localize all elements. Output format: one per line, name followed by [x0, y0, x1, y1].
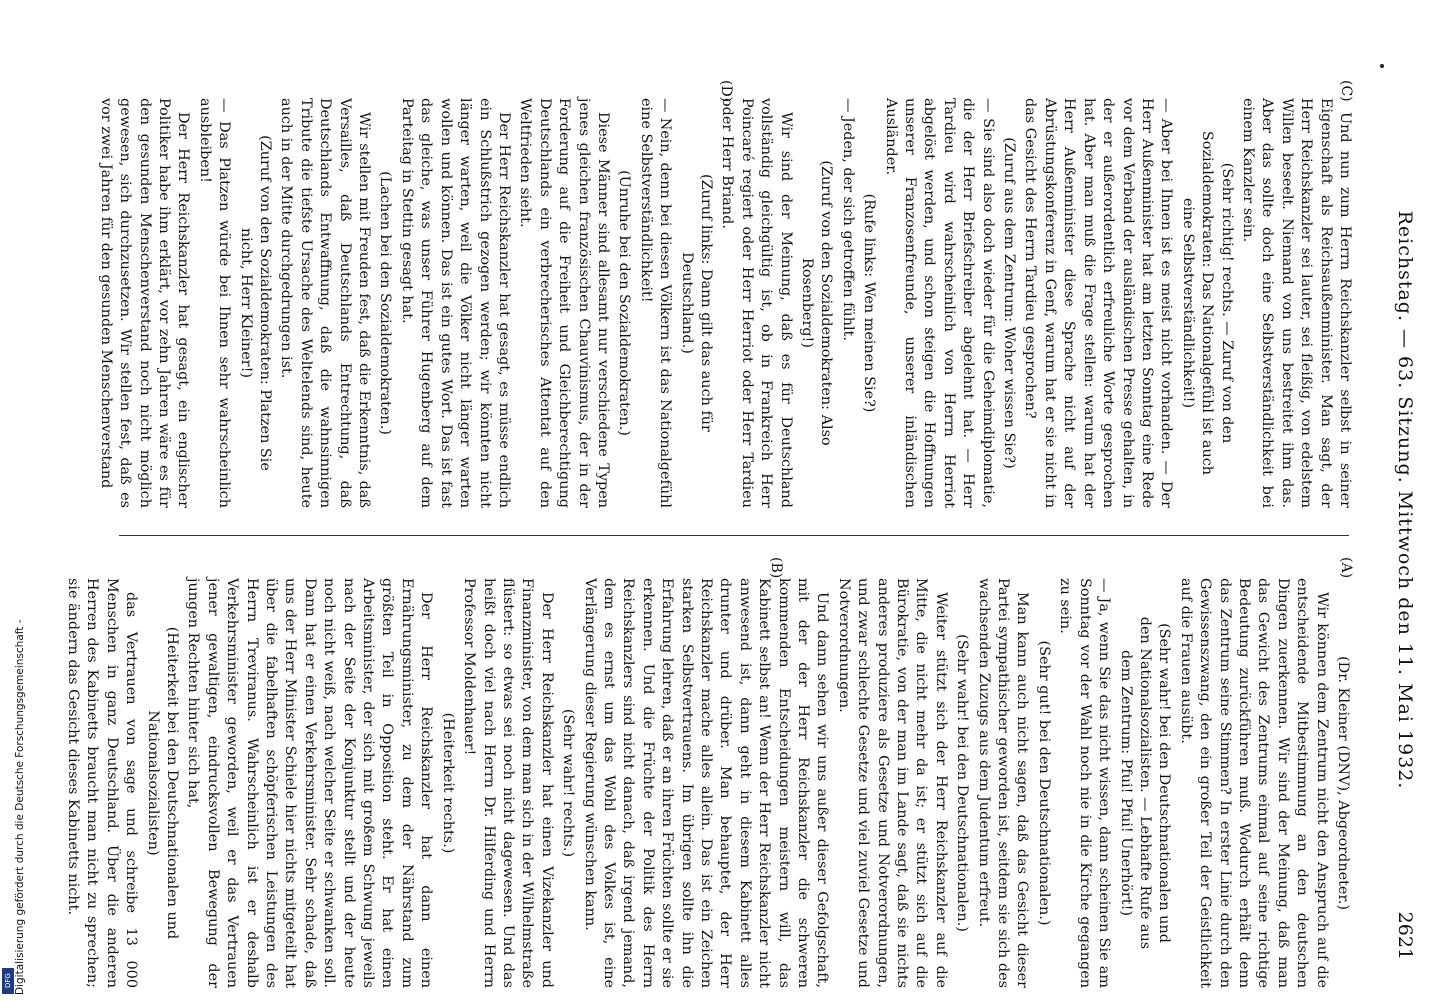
page-number: 2621: [1394, 911, 1416, 960]
margin-mark-a: (A): [1338, 557, 1354, 579]
paragraph: (Sehr richtig! rechts. — Zuruf von den Sozialdemokraten: Das Nationalgefühl ist auch eine Selbstverständlichkeit!): [1179, 130, 1235, 476]
dfg-logo: DFG: [2, 968, 14, 994]
paragraph: (Unruhe bei den Sozialdemokraten.): [616, 170, 633, 436]
paragraph: (Zuruf aus dem Zentrum: Woher wissen Sie?): [1001, 137, 1018, 469]
left-column: [61, 578, 1354, 988]
paragraph: Der Herr Reichskanzler hat einen Vizekanzler und Finanzminister, von dem man sich in der Wilhelmstraße flüstert: so etwas sei noch nicht dagewesen. Und das heißt doch viel nach Herrn Dr. Hilferding und Herrn Professor Moldenhauer!: [461, 578, 555, 988]
paragraph: (Lachen bei den Sozialdemokraten.): [377, 171, 394, 435]
margin-mark-c: (C): [1338, 80, 1354, 102]
paragraph: (Sehr wahr! bei den Deutschnationalen und den Nationalsozialisten. — Lebhafte Rufe aus dem Zentrum: Pfui! Pfui! Unerhört!): [1117, 616, 1173, 950]
paragraph: (Sehr wahr! rechts.): [560, 708, 577, 858]
paragraph: — Ja, wenn Sie das nicht wissen, dann scheinen Sie am Sonntag vor der Wahl noch nie in die Kirche gegangen zu sein.: [1057, 578, 1113, 988]
paragraph: — Jeden, der sich getroffen fühlt.: [839, 98, 856, 341]
paragraph: Der Herr Reichskanzler hat dann einen Ernährungsminister, zu dem der Nährstand zum größten Teil in Opposition steht. Er hat einen Arbeitsminister, der sich mit großem Schwung jeweils nach der Seite der Konjunktur stellt und der heute noch nicht weiß, nach welcher Seite er schwanken soll. Dann hat er einen Verkehrsminister. Sehr schade, daß uns der Herr Minister Schiele hier nichts mitgeteilt hat über die fabelhaften schöpferischen Leistungen des Herrn Treviranus. Wahrscheinlich ist er deshalb Verkehrsminister geworden, weil er das Vertrauen jener gewaltigen, eindrucksvollen Bewegung der jungen Rechten hinter sich hat,: [185, 578, 435, 988]
paragraph: Weiter stützt sich der Herr Reichskanzler auf die Mitte, die nicht mehr da ist; er stützt sich auf die Bürokratie, von der man im Lande sagt, daß sie nichts anderes produziere als Gesetze und Notverordnungen, und zwar schlechte Gesetze und viel zuviel Gesetze und Notverordnungen.: [835, 578, 949, 988]
paragraph: — Sie sind also doch wieder für die Geheimdiplomatie, die der Herr Briefschreiber abgelehnt hat. — Herr Tardieu wird wahrscheinlich von Herrn Herriot abgelöst werden, und schon steigen die Hoffnungen unserer Franzosenfreunde, unserer inländischen Ausländer.: [882, 98, 996, 508]
paragraph: Wir können dem Zentrum nicht den Anspruch auf die entscheidende Mitbestimmung an den deutschen Dingen zuerkennen. Wir sind der Meinung, daß man das Gewicht des Zentrums einmal auf seine richtige Bedeutung zurückführen muß. Wodurch erhält denn das Zentrum seine Stimmen? In erster Linie durch den Gewissenszwang, den ein großer Teil der Geistlichkeit auf die Frauen ausübt.: [1177, 578, 1330, 988]
scan-speck: [1380, 64, 1384, 68]
paragraph: Wir stellen mit Freuden fest, daß die Erkenntnis, daß Versailles, daß Deutschlands Entrechtung, daß Deutschlands Entwaffnung, daß die wahnsinnigen Tribute die tiefste Ursache des Weltelends sind, heute auch in der Mitte durchgedrungen ist.: [278, 98, 373, 508]
paragraph: Wir sind der Meinung, daß es für Deutschland vollständig gleichgültig ist, ob in Frankreich Herr Poincaré regiert oder Herr Herriot oder Herr Tardieu oder Herr Briand.: [719, 98, 794, 508]
paragraph: das Vertrauen von sage und schreibe 13 000 Menschen in ganz Deutschland. Über die anderen Herren des Kabinetts braucht man nicht zu sprechen; sie ändern das Gesicht dieses Kabinetts nicht.: [65, 578, 140, 988]
paragraph: (Heiterkeit rechts.): [439, 712, 456, 854]
paragraph: (Zuruf links: Dann gilt das auch für Deutschland.): [678, 174, 714, 432]
column-divider: [119, 535, 1349, 536]
paragraph: Der Herr Reichskanzler hat gesagt, es müsse endlich ein Schlußstrich gezogen werden; wir könnten nicht länger warten, weil die Völker nicht länger warten wollen und können. Das ist ein gutes Wort. Das ist fast das gleiche, was unser Führer Hugenberg auf dem Parteitag in Stettin gesagt hat.: [398, 98, 512, 508]
paragraph: Diese Männer sind allesamt nur verschiedene Typen jenes gleichen französischen Chauvinismus, der in der Forderung auf die Freiheit und Gleichberechtigung Deutschlands ein verbrecherisches Attentat auf den Weltfrieden sieht.: [517, 98, 611, 508]
paragraph: Man kann auch nicht sagen, daß das Gesicht dieser Partei sympathischer geworden ist, seitdem sie sich des wachsenden Zuzugs aus dem Judentum erfreut.: [975, 578, 1031, 988]
right-column: [93, 98, 1354, 508]
paragraph: — Nein, denn bei diesen Völkern ist das Nationalgefühl eine Selbstverständlichkeit!: [637, 98, 674, 508]
paragraph: (Sehr gut! bei den Deutschnationalen.): [1035, 640, 1052, 926]
paragraph: (Rufe links: Wen meinen Sie?): [861, 193, 878, 413]
paragraph: (Zuruf von den Sozialdemokraten: Platzen Sie nicht, Herr Kleiner!): [237, 135, 274, 471]
margin-mark-b: (B): [768, 557, 784, 579]
paragraph: — Aber bei Ihnen ist es meist nicht vorhanden. — Der Herr Außenminister hat am letzten Sonntag eine Rede vor dem Verband der ausländischen Presse gehalten, in der er außerordentlich erfreuliche Worte gesprochen hat. Aber man muß die Frage stellen: warum hat der Herr Außenminister diese Sprache nicht auf der Abrüstungskonferenz in Genf, warum hat er sie nicht in das Gesicht des Herrn Tardieu gesprochen?: [1022, 98, 1175, 508]
paragraph: — Das Platzen würde bei Ihnen sehr wahrscheinlich ausbleiben!: [196, 98, 233, 508]
paragraph: Und nun zum Herrn Reichskanzler selbst in seiner Eigenschaft als Reichsaußenminister. Man sagt, der Herr Reichskanzler sei lauter, sei fleißig, von edelstem Willen beseelt. Niemand von uns bestreitet ihm das. Aber das sollte doch eine Selbstverständlichkeit bei einem Kanzler sein.: [1239, 98, 1353, 508]
digitization-note: Digitalisierung gefördert durch die Deutsche Forschungsgemeinschaft -: [14, 619, 26, 995]
margin-mark-d: (D): [718, 80, 734, 103]
paragraph: Und dann sehen wir uns außer dieser Gefolgschaft, mit der der Herr Reichskanzler die schweren kommenden Entscheidungen meistern will, das Kabinett selbst an! Wenn der Herr Reichskanzler nicht anwesend ist, dann geht in diesem Kabinett alles drunter und drüber. Man behauptet, der Herr Reichskanzler mache alles allein. Das ist ein Zeichen starken Selbstvertrauens. Im übrigen sollte ihn die Erfahrung lehren, daß er an ihren Früchten sollte er sie erkennen. Und die Früchte der Politik des Herrn Reichskanzlers sind nicht danach, daß irgend jemand, dem es ernst um das Wohl des Volkes ist, eine Verlängerung dieser Regierung wünschen kann.: [581, 578, 831, 988]
paragraph: (Zuruf von den Sozialdemokraten: Also Rosenberg!): [799, 160, 835, 446]
paragraph: (Sehr wahr! bei den Deutschnationalen.): [954, 634, 971, 932]
paragraph: (Heiterkeit bei den Deutschnationalen und Nationalsozialisten): [144, 626, 181, 940]
page-title: Reichstag. — 63. Sitzung. Mittwoch den 11. Mai 1932.: [1394, 210, 1416, 790]
paragraph: (Dr. Kleiner (DNV), Abgeordneter.): [1335, 656, 1351, 910]
paragraph: Der Herr Reichskanzler hat gesagt, ein englischer Politiker habe ihm erklärt, vor zehn Jahren wäre es für den gesunden Menschenverstand noch nicht möglich gewesen, sich durchzusetzen. Wir stellen fest, daß es vor zwei Jahren für den gesunden Menschenverstand: [97, 98, 192, 508]
page-header: [1376, 110, 1416, 960]
